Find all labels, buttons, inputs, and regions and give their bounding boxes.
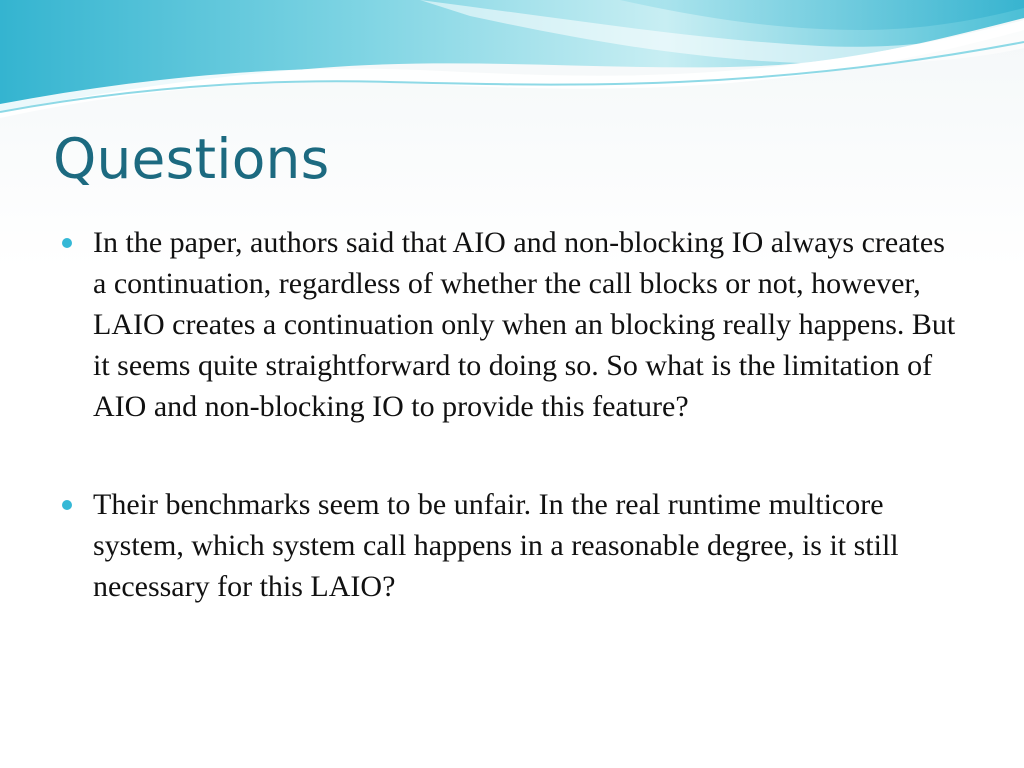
bullet-item bbox=[56, 484, 956, 607]
bullet-text: Their benchmarks seem to be unfair. In the real runtime multicore system, which system call happens in a reasonable degree, is it still necessary for this LAIO? bbox=[93, 488, 899, 603]
bullet-text: In the paper, authors said that AIO and non-blocking IO always creates a continuation, regardless of whether the call blocks or not, however, LAIO creates a continuation only when an blocking really happens. But it seems quite straightforward to doing so. So what is the limitation of AIO and non-blocking IO to provide this feature? bbox=[93, 226, 956, 423]
slide-title: Questions bbox=[53, 127, 330, 191]
bullet-item bbox=[56, 222, 956, 427]
bullet-dot-icon bbox=[62, 238, 72, 248]
bullet-list bbox=[56, 222, 956, 607]
bullet-dot-icon bbox=[62, 500, 72, 510]
decorative-wave-header bbox=[0, 0, 1024, 130]
